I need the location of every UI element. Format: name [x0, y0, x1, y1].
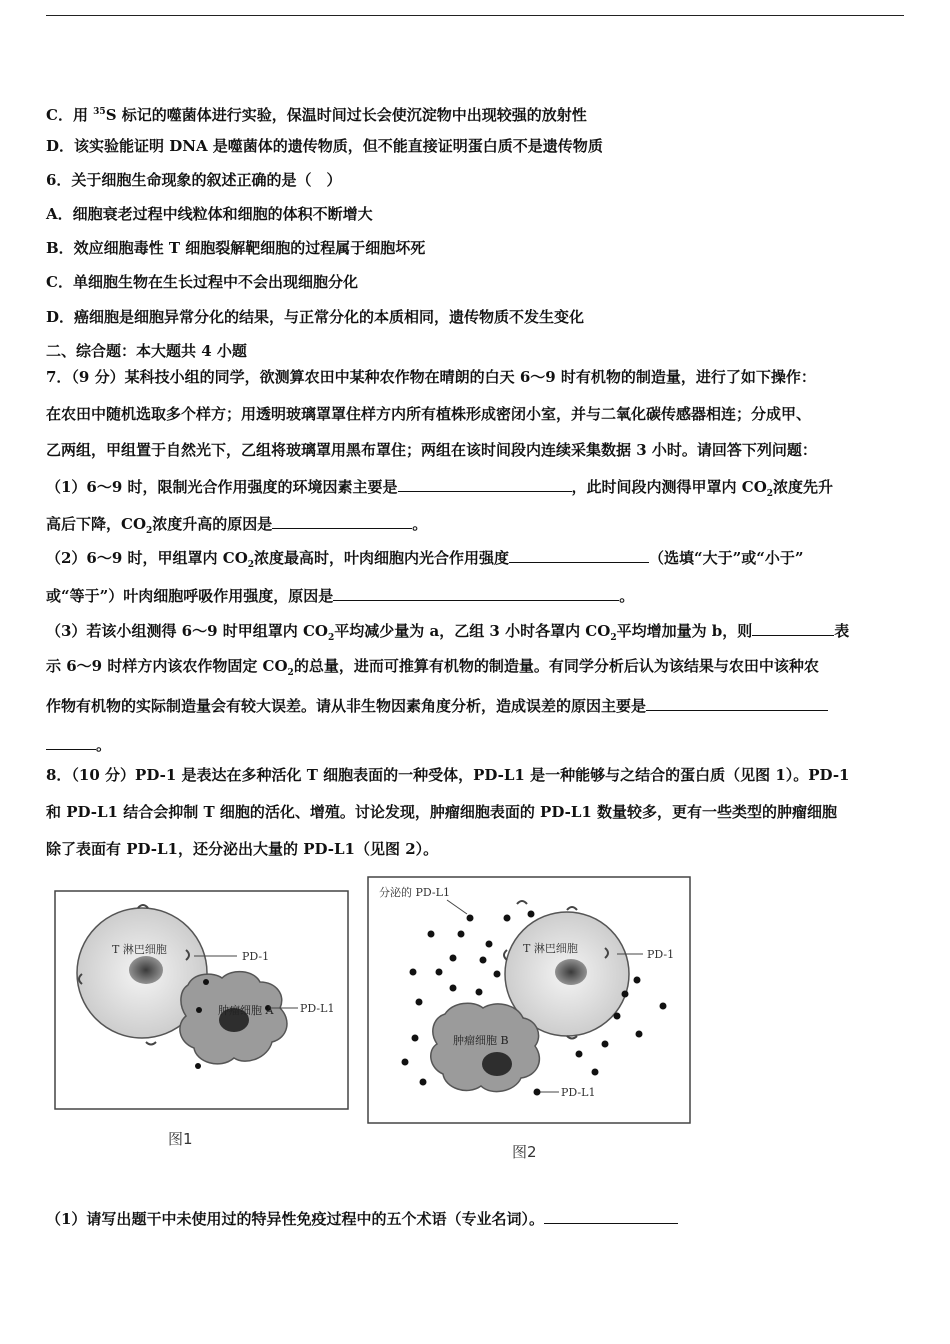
question-8-part1: （1）请写出题干中未使用过的特异性免疫过程中的五个术语（专业名词）。: [46, 1207, 678, 1229]
pdl1-label: PD-L1: [300, 1002, 335, 1015]
answer-blank[interactable]: [333, 584, 619, 601]
secreted-pdl1-label: 分泌的 PD-L1: [379, 886, 450, 899]
answer-blank[interactable]: [752, 619, 834, 636]
question-6: 6．关于细胞生命现象的叙述正确的是（ ）: [46, 171, 342, 189]
t-cell-label: T 淋巴细胞: [112, 943, 167, 956]
option-c-q6: C．单细胞生物在生长过程中不会出现细胞分化: [46, 273, 358, 291]
question-7-line3: 乙两组，甲组置于自然光下，乙组将玻璃罩用黑布罩住；两组在该时间段内连续采集数据 3 小时。请回答下列问题：: [46, 441, 817, 459]
figure-1: [54, 890, 350, 1112]
pdl1-label: PD-L1: [561, 1086, 596, 1099]
question-8-line3: 除了表面有 PD-L1，还分泌出大量的 PD-L1（见图 2）。: [46, 840, 439, 858]
q7-part1-line2: 高后下降，$CO_2$浓度升高的原因是 。: [46, 512, 427, 541]
question-7-line1: 7．（9 分）某科技小组的同学，欲测算农田中某种农作物在晴朗的白天 6～9 时有机物的制造量，进行了如下操作：: [46, 368, 816, 386]
t-cell-label: T 淋巴细胞: [523, 942, 578, 955]
pd1-label: PD-1: [242, 950, 270, 963]
header-rule: [46, 15, 904, 16]
tumor-a-label: 肿瘤细胞 A: [218, 1004, 274, 1017]
answer-blank[interactable]: [46, 733, 96, 750]
q7-part2-line1: （2）6～9 时，甲组罩内 $CO_2$浓度最高时，叶肉细胞内光合作用强度 （选填“大于”或“小于”: [46, 546, 804, 575]
question-8-line2: 和 PD-L1 结合会抑制 T 细胞的活化、增殖。讨论发现，肿瘤细胞表面的 PD-L1 数量较多，更有一些类型的肿瘤细胞: [46, 803, 838, 821]
section-heading: 二、综合题：本大题共 4 小题: [46, 342, 247, 360]
option-d-q5: D．该实验能证明 DNA 是噬菌体的遗传物质，但不能直接证明蛋白质不是遗传物质: [46, 137, 603, 155]
pd1-label: PD-1: [647, 948, 675, 961]
answer-blank[interactable]: [646, 694, 828, 711]
q7-part3-line4: 。: [46, 733, 111, 755]
option-d-q6: D．癌细胞是细胞异常分化的结果，与正常分化的本质相同，遗传物质不发生变化: [46, 308, 585, 326]
question-7-line2: 在农田中随机选取多个样方；用透明玻璃罩罩住样方内所有植株形成密闭小室，并与二氧化碳传感器相连；分成甲、: [46, 405, 812, 423]
q7-part3-line3: 作物有机物的实际制造量会有较大误差。请从非生物因素角度分析，造成误差的原因主要是: [46, 694, 828, 716]
q7-part3-line1: （3）若该小组测得 6～9 时甲组罩内 $CO_2$平均减少量为 a，乙组 3 小时各罩内 $CO_2$平均增加量为 b，则 表: [46, 619, 849, 648]
answer-blank[interactable]: [509, 546, 649, 563]
q7-part2-line2: 或“等于”）叶肉细胞呼吸作用强度，原因是 。: [46, 584, 634, 606]
tumor-b-label: 肿瘤细胞 B: [453, 1034, 509, 1047]
figure-1-caption: 图1: [168, 1130, 193, 1148]
figure-2: [367, 876, 693, 1128]
option-a-q6: A．细胞衰老过程中线粒体和细胞的体积不断增大: [46, 205, 373, 223]
q7-part1-line1: （1）6～9 时，限制光合作用强度的环境因素主要是 ，此时间段内测得甲罩内 $CO_2$浓度先升: [46, 475, 833, 504]
answer-blank[interactable]: [398, 475, 572, 492]
option-b-q6: B．效应细胞毒性 T 细胞裂解靶细胞的过程属于细胞坏死: [46, 239, 426, 257]
figure-2-caption: 图2: [512, 1143, 537, 1161]
q7-part3-line2: 示 6～9 时样方内该农作物固定 $CO_2$的总量，进而可推算有机物的制造量。有同学分析后认为该结果与农田中该种农: [46, 657, 819, 678]
answer-blank[interactable]: [544, 1207, 678, 1224]
answer-blank[interactable]: [272, 512, 412, 529]
question-8-line1: 8．（10 分）PD-1 是表达在多种活化 T 细胞表面的一种受体，PD-L1 是一种能够与之结合的蛋白质（见图 1）。PD-1: [46, 766, 850, 784]
option-c-q5: C．用 $^{35}$S 标记的噬菌体进行实验，保温时间过长会使沉淀物中出现较强的放射性: [46, 106, 587, 124]
